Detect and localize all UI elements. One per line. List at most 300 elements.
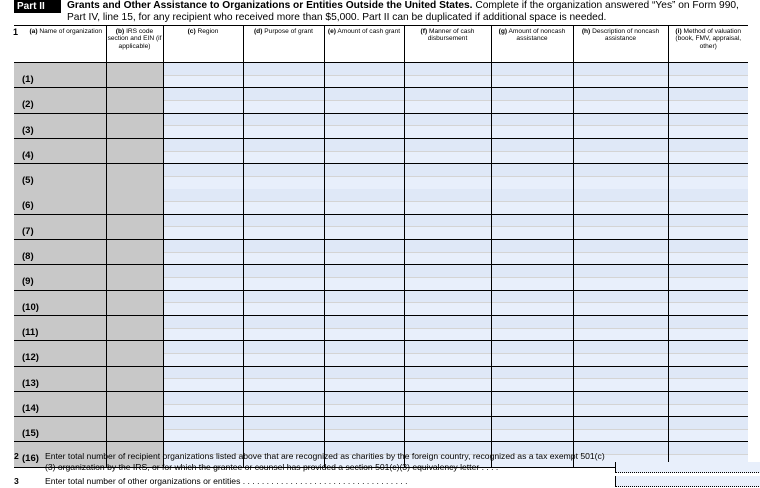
cell-field[interactable] xyxy=(574,215,668,239)
table-cell[interactable] xyxy=(491,366,573,391)
table-cell[interactable] xyxy=(324,113,404,138)
cell-field[interactable] xyxy=(325,88,404,112)
table-cell[interactable] xyxy=(491,417,573,442)
table-cell[interactable] xyxy=(163,63,243,88)
cell-field[interactable] xyxy=(107,316,163,340)
table-cell[interactable] xyxy=(324,214,404,239)
table-cell[interactable] xyxy=(14,341,106,366)
row-number: (5) xyxy=(22,175,34,187)
table-cell[interactable] xyxy=(163,214,243,239)
cell-field[interactable] xyxy=(669,367,749,391)
cell-field[interactable] xyxy=(574,63,668,87)
cell-field[interactable] xyxy=(405,392,491,416)
cell-field[interactable] xyxy=(669,240,749,264)
table-cell[interactable] xyxy=(668,138,748,163)
table-cell[interactable] xyxy=(491,391,573,416)
table-cell[interactable] xyxy=(106,391,163,416)
cell-field[interactable] xyxy=(164,240,243,264)
table-cell[interactable] xyxy=(14,189,106,214)
column-letter: (g) xyxy=(498,28,508,35)
table-cell[interactable] xyxy=(573,341,668,366)
cell-field[interactable] xyxy=(669,417,749,441)
cell-field[interactable] xyxy=(669,215,749,239)
cell-field[interactable] xyxy=(669,164,749,188)
table-cell[interactable] xyxy=(324,315,404,340)
cell-field[interactable] xyxy=(492,392,573,416)
cell-field[interactable] xyxy=(492,88,573,112)
table-cell[interactable] xyxy=(668,366,748,391)
table-cell[interactable] xyxy=(163,341,243,366)
table-cell[interactable] xyxy=(106,290,163,315)
table-row xyxy=(14,138,748,163)
cell-field[interactable] xyxy=(325,139,404,163)
table-cell[interactable] xyxy=(668,265,748,290)
table-cell[interactable] xyxy=(404,189,491,214)
cell-field[interactable] xyxy=(107,88,163,112)
table-row xyxy=(14,214,748,239)
table-cell[interactable] xyxy=(163,240,243,265)
table-cell[interactable] xyxy=(668,417,748,442)
table-cell[interactable] xyxy=(324,240,404,265)
table-cell[interactable] xyxy=(491,63,573,88)
cell-field[interactable] xyxy=(492,341,573,365)
row-number: (10) xyxy=(22,301,39,313)
table-cell[interactable] xyxy=(491,341,573,366)
cell-field[interactable] xyxy=(244,63,324,87)
row-number: (14) xyxy=(22,402,39,414)
column-header xyxy=(14,26,106,63)
table-cell[interactable] xyxy=(324,265,404,290)
cell-field[interactable] xyxy=(574,164,668,188)
cell-field[interactable] xyxy=(164,164,243,188)
cell-field[interactable] xyxy=(244,215,324,239)
table-cell[interactable] xyxy=(243,290,324,315)
column-label: Amount of cash grant xyxy=(337,28,401,35)
table-row xyxy=(14,417,748,442)
table-cell[interactable] xyxy=(14,63,106,88)
cell-field[interactable] xyxy=(107,291,163,315)
table-cell[interactable] xyxy=(668,290,748,315)
table-row xyxy=(14,341,748,366)
table-cell[interactable] xyxy=(243,240,324,265)
table-cell[interactable] xyxy=(106,189,163,214)
table-cell[interactable] xyxy=(163,290,243,315)
part-description xyxy=(67,0,752,23)
part-label: Part II xyxy=(14,0,61,13)
cell-field[interactable] xyxy=(492,114,573,138)
table-cell[interactable] xyxy=(573,391,668,416)
table-cell[interactable] xyxy=(106,138,163,163)
cell-field[interactable] xyxy=(669,88,749,112)
table-cell[interactable] xyxy=(573,290,668,315)
line-3-number: 3 xyxy=(14,476,19,486)
cell-field[interactable] xyxy=(405,63,491,87)
table-cell[interactable] xyxy=(106,315,163,340)
cell-field[interactable] xyxy=(574,240,668,264)
column-letter: (a) xyxy=(29,28,38,35)
cell-field[interactable] xyxy=(164,63,243,87)
table-row xyxy=(14,391,748,416)
cell-field[interactable] xyxy=(107,139,163,163)
table-cell[interactable] xyxy=(491,113,573,138)
table-cell[interactable] xyxy=(491,88,573,113)
table-row xyxy=(14,290,748,315)
table-cell[interactable] xyxy=(491,290,573,315)
table-cell[interactable] xyxy=(14,265,106,290)
table-cell[interactable] xyxy=(668,214,748,239)
cell-field[interactable] xyxy=(164,88,243,112)
table-cell[interactable] xyxy=(668,88,748,113)
table-cell[interactable] xyxy=(573,315,668,340)
column-header xyxy=(324,26,404,63)
cell-field[interactable] xyxy=(107,240,163,264)
table-cell[interactable] xyxy=(243,63,324,88)
table-cell[interactable] xyxy=(106,366,163,391)
cell-field[interactable] xyxy=(244,341,324,365)
cell-field[interactable] xyxy=(669,291,749,315)
table-cell[interactable] xyxy=(243,315,324,340)
cell-field[interactable] xyxy=(244,417,324,441)
table-cell[interactable] xyxy=(163,265,243,290)
cell-field[interactable] xyxy=(492,265,573,289)
cell-field[interactable] xyxy=(107,265,163,289)
table-cell[interactable] xyxy=(324,341,404,366)
table-cell[interactable] xyxy=(404,366,491,391)
cell-field[interactable] xyxy=(405,240,491,264)
table-cell[interactable] xyxy=(491,138,573,163)
column-header xyxy=(163,26,243,63)
cell-field[interactable] xyxy=(574,265,668,289)
table-cell[interactable] xyxy=(163,366,243,391)
cell-field[interactable] xyxy=(325,63,404,87)
cell-field[interactable] xyxy=(164,291,243,315)
table-cell[interactable] xyxy=(404,164,491,189)
cell-field[interactable] xyxy=(574,392,668,416)
cell-field[interactable] xyxy=(669,392,749,416)
table-cell[interactable] xyxy=(573,88,668,113)
table-cell[interactable] xyxy=(106,240,163,265)
cell-field[interactable] xyxy=(325,392,404,416)
cell-field[interactable] xyxy=(669,189,749,213)
table-cell[interactable] xyxy=(491,265,573,290)
cell-field[interactable] xyxy=(574,291,668,315)
table-cell[interactable] xyxy=(668,63,748,88)
table-cell[interactable] xyxy=(668,189,748,214)
column-label: Purpose of grant xyxy=(264,28,314,35)
column-letter: (d) xyxy=(253,28,263,35)
cell-field[interactable] xyxy=(325,291,404,315)
table-cell[interactable] xyxy=(14,240,106,265)
cell-field[interactable] xyxy=(405,341,491,365)
table-cell[interactable] xyxy=(324,366,404,391)
cell-field[interactable] xyxy=(164,417,243,441)
table-cell[interactable] xyxy=(106,417,163,442)
cell-field[interactable] xyxy=(325,240,404,264)
cell-field[interactable] xyxy=(574,88,668,112)
cell-field[interactable] xyxy=(244,240,324,264)
table-cell[interactable] xyxy=(404,63,491,88)
table-cell[interactable] xyxy=(163,391,243,416)
table-cell[interactable] xyxy=(106,88,163,113)
cell-field[interactable] xyxy=(107,114,163,138)
cell-field[interactable] xyxy=(244,164,324,188)
table-cell[interactable] xyxy=(243,366,324,391)
cell-field[interactable] xyxy=(405,316,491,340)
table-cell[interactable] xyxy=(14,391,106,416)
cell-field[interactable] xyxy=(669,341,749,365)
cell-field[interactable] xyxy=(164,392,243,416)
cell-field[interactable] xyxy=(164,367,243,391)
row-number: (8) xyxy=(22,251,34,263)
cell-field[interactable] xyxy=(492,417,573,441)
table-cell[interactable] xyxy=(106,63,163,88)
table-cell[interactable] xyxy=(106,341,163,366)
table-cell[interactable] xyxy=(404,240,491,265)
cell-field[interactable] xyxy=(325,341,404,365)
cell-field[interactable] xyxy=(669,63,749,87)
cell-field[interactable] xyxy=(107,367,163,391)
cell-field[interactable] xyxy=(669,316,749,340)
cell-field[interactable] xyxy=(325,164,404,188)
table-cell[interactable] xyxy=(106,113,163,138)
table-cell[interactable] xyxy=(668,341,748,366)
table-cell[interactable] xyxy=(324,417,404,442)
table-cell[interactable] xyxy=(573,214,668,239)
column-letter: (e) xyxy=(327,28,336,35)
cell-field[interactable] xyxy=(492,215,573,239)
table-cell[interactable] xyxy=(491,315,573,340)
cell-field[interactable] xyxy=(244,392,324,416)
cell-field[interactable] xyxy=(244,316,324,340)
column-header xyxy=(106,26,163,63)
cell-field[interactable] xyxy=(492,367,573,391)
table-cell[interactable] xyxy=(404,138,491,163)
table-cell[interactable] xyxy=(668,315,748,340)
cell-field[interactable] xyxy=(492,291,573,315)
table-cell[interactable] xyxy=(14,214,106,239)
table-cell[interactable] xyxy=(573,240,668,265)
table-cell[interactable] xyxy=(404,391,491,416)
cell-field[interactable] xyxy=(164,114,243,138)
cell-field[interactable] xyxy=(107,189,163,213)
table-cell[interactable] xyxy=(14,290,106,315)
cell-field[interactable] xyxy=(164,341,243,365)
table-cell[interactable] xyxy=(14,138,106,163)
cell-field[interactable] xyxy=(107,417,163,441)
cell-field[interactable] xyxy=(669,114,749,138)
cell-field[interactable] xyxy=(244,189,324,213)
table-cell[interactable] xyxy=(243,88,324,113)
column-label: Description of noncash assistance xyxy=(592,28,660,43)
table-cell[interactable] xyxy=(573,366,668,391)
cell-field[interactable] xyxy=(325,189,404,213)
cell-field[interactable] xyxy=(405,189,491,213)
row-number: (16) xyxy=(22,453,39,465)
table-cell[interactable] xyxy=(14,315,106,340)
cell-field[interactable] xyxy=(107,215,163,239)
table-cell[interactable] xyxy=(243,164,324,189)
table-cell[interactable] xyxy=(404,88,491,113)
table-cell[interactable] xyxy=(243,417,324,442)
cell-field[interactable] xyxy=(244,139,324,163)
table-cell[interactable] xyxy=(243,138,324,163)
table-cell[interactable] xyxy=(324,164,404,189)
table-cell[interactable] xyxy=(404,265,491,290)
cell-field[interactable] xyxy=(405,164,491,188)
table-cell[interactable] xyxy=(491,164,573,189)
table-cell[interactable] xyxy=(163,88,243,113)
table-cell[interactable] xyxy=(573,265,668,290)
column-letter: (i) xyxy=(675,28,682,35)
column-label: IRS code section and EIN (if applicable) xyxy=(107,28,162,50)
line-3-text: Enter total number of other organizations or entities . . . . . . . . . . . . . . . . . . . . . . . . . . . . . . . . . . . xyxy=(45,476,408,486)
table-cell[interactable] xyxy=(243,391,324,416)
table-cell[interactable] xyxy=(243,341,324,366)
column-label: Region xyxy=(197,28,219,35)
table-cell[interactable] xyxy=(163,164,243,189)
cell-field[interactable] xyxy=(107,164,163,188)
table-cell[interactable] xyxy=(14,417,106,442)
table-cell[interactable] xyxy=(573,63,668,88)
table-cell[interactable] xyxy=(243,214,324,239)
table-cell[interactable] xyxy=(324,88,404,113)
table-cell[interactable] xyxy=(668,164,748,189)
table-cell[interactable] xyxy=(573,138,668,163)
table-cell[interactable] xyxy=(106,214,163,239)
cell-field[interactable] xyxy=(669,139,749,163)
part-header xyxy=(14,0,752,24)
cell-field[interactable] xyxy=(574,367,668,391)
cell-field[interactable] xyxy=(574,341,668,365)
table-cell[interactable] xyxy=(404,214,491,239)
table-cell[interactable] xyxy=(14,366,106,391)
table-cell[interactable] xyxy=(491,240,573,265)
table-cell[interactable] xyxy=(404,417,491,442)
table-cell[interactable] xyxy=(163,189,243,214)
table-cell[interactable] xyxy=(404,341,491,366)
table-cell[interactable] xyxy=(668,240,748,265)
cell-field[interactable] xyxy=(325,417,404,441)
cell-field[interactable] xyxy=(325,367,404,391)
table-cell[interactable] xyxy=(324,391,404,416)
cell-field[interactable] xyxy=(164,215,243,239)
table-cell[interactable] xyxy=(668,391,748,416)
part-title: Grants and Other Assistance to Organizations or Entities Outside the United States. xyxy=(67,0,473,11)
line-2-text: Enter total number of recipient organizations listed above that are recognized as charities by the foreign country, recognized as a tax exempt 501(c)(3) organization by the IRS, or for which the grantee or counsel has provided a section 501(c)(3) equivalency letter . . . . xyxy=(45,451,605,472)
table-cell[interactable] xyxy=(404,113,491,138)
column-label: Name of organization xyxy=(39,28,103,35)
row-number: (9) xyxy=(22,276,34,288)
cell-field[interactable] xyxy=(492,63,573,87)
table-cell[interactable] xyxy=(243,113,324,138)
cell-field[interactable] xyxy=(244,114,324,138)
table-cell[interactable] xyxy=(243,189,324,214)
cell-field[interactable] xyxy=(669,265,749,289)
row-number: (3) xyxy=(22,124,34,136)
table-cell[interactable] xyxy=(573,113,668,138)
cell-field[interactable] xyxy=(574,114,668,138)
table-cell[interactable] xyxy=(324,138,404,163)
table-cell[interactable] xyxy=(106,164,163,189)
cell-field[interactable] xyxy=(405,265,491,289)
cell-field[interactable] xyxy=(492,139,573,163)
table-cell[interactable] xyxy=(243,265,324,290)
cell-field[interactable] xyxy=(244,88,324,112)
cell-field[interactable] xyxy=(244,291,324,315)
table-cell[interactable] xyxy=(14,88,106,113)
table-cell[interactable] xyxy=(324,290,404,315)
table-cell[interactable] xyxy=(324,189,404,214)
cell-field[interactable] xyxy=(574,139,668,163)
line-3-answer-field[interactable] xyxy=(615,476,760,487)
table-cell[interactable] xyxy=(14,113,106,138)
part-instructions: Complete if the organization answered “Yes” on Form 990, Part IV, line 15, for any recipient who received more than $5,000. Part II can be duplicated if additional space is needed. xyxy=(67,0,739,23)
row-number: (12) xyxy=(22,352,39,364)
table-cell[interactable] xyxy=(163,417,243,442)
cell-field[interactable] xyxy=(244,367,324,391)
table-cell[interactable] xyxy=(106,265,163,290)
column-letter: (h) xyxy=(581,28,591,35)
table-cell[interactable] xyxy=(163,315,243,340)
table-cell[interactable] xyxy=(404,315,491,340)
table-row xyxy=(14,189,748,214)
cell-field[interactable] xyxy=(405,114,491,138)
cell-field[interactable] xyxy=(492,164,573,188)
table-cell[interactable] xyxy=(668,113,748,138)
cell-field[interactable] xyxy=(325,265,404,289)
cell-field[interactable] xyxy=(164,316,243,340)
cell-field[interactable] xyxy=(405,367,491,391)
cell-field[interactable] xyxy=(405,88,491,112)
cell-field[interactable] xyxy=(574,316,668,340)
cell-field[interactable] xyxy=(325,114,404,138)
cell-field[interactable] xyxy=(574,189,668,213)
table-cell[interactable] xyxy=(163,138,243,163)
cell-field[interactable] xyxy=(244,265,324,289)
column-label: Amount of noncash assistance xyxy=(508,28,566,43)
line-2-answer-field[interactable] xyxy=(615,462,760,473)
table-row xyxy=(14,240,748,265)
table-cell[interactable] xyxy=(404,290,491,315)
table-cell[interactable] xyxy=(573,189,668,214)
row-number: (15) xyxy=(22,428,39,440)
table-cell[interactable] xyxy=(163,113,243,138)
cell-field[interactable] xyxy=(492,240,573,264)
table-cell[interactable] xyxy=(324,63,404,88)
cell-field[interactable] xyxy=(405,139,491,163)
cell-field[interactable] xyxy=(164,139,243,163)
cell-field[interactable] xyxy=(405,215,491,239)
cell-field[interactable] xyxy=(107,392,163,416)
table-cell[interactable] xyxy=(573,164,668,189)
cell-field[interactable] xyxy=(107,63,163,87)
cell-field[interactable] xyxy=(325,316,404,340)
cell-field[interactable] xyxy=(107,341,163,365)
table-cell[interactable] xyxy=(491,189,573,214)
cell-field[interactable] xyxy=(405,417,491,441)
cell-field[interactable] xyxy=(492,316,573,340)
cell-field[interactable] xyxy=(164,265,243,289)
cell-field[interactable] xyxy=(574,417,668,441)
cell-field[interactable] xyxy=(492,189,573,213)
line-1-number: 1 xyxy=(13,27,19,37)
table-cell[interactable] xyxy=(573,417,668,442)
table-cell[interactable] xyxy=(14,164,106,189)
cell-field[interactable] xyxy=(405,291,491,315)
cell-field[interactable] xyxy=(325,215,404,239)
cell-field[interactable] xyxy=(164,189,243,213)
table-cell[interactable] xyxy=(491,214,573,239)
